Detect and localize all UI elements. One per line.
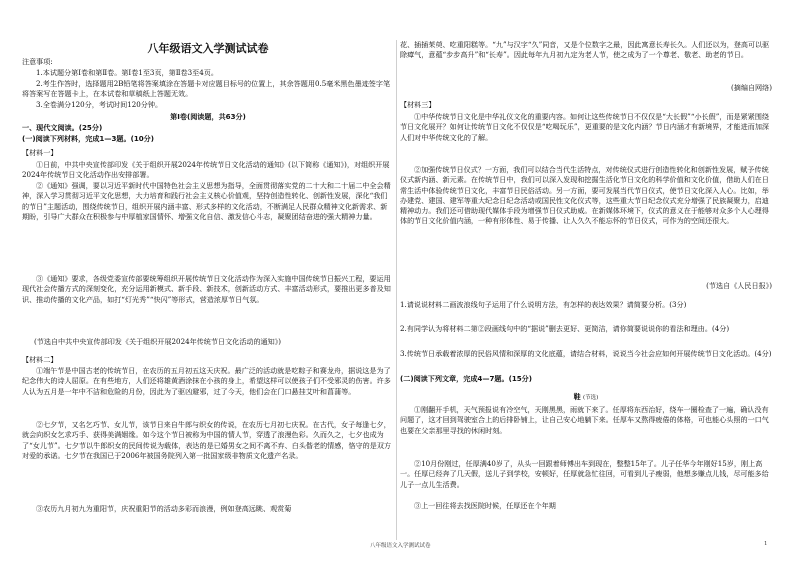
- material-two-para-2: ②七夕节，又名乞巧节、女儿节，该节日来自牛郎与织女的传说，在农历七月初七庆祝。在古代，女子每逢七夕，就会向织女乞求巧手、获得美满姻缘。如今这个节日被称为中国的情人节，穿透了浪漫色彩。久而久之，七夕也成为了“女儿节”。七夕节以牛郎织女的民间传说为载体，表达的是已婚男女之间不离不弃、白头偕老的情感，恪守的是双方对爱的承诺。七夕节在我国已于2006年被国务院列入第一批国家级非物质文化遗产名录。: [22, 420, 392, 460]
- question-1: 1.请说说材料二画波浪线句子运用了什么说明方法，有怎样的表达效果？请简要分析。(3分): [400, 300, 687, 309]
- material-two-para-3: ③农历九月初九为重阳节，庆祝重阳节的活动多彩而浪漫，例如登高远眺、观赏菊: [36, 504, 292, 513]
- question-3: 3.传统节日承载着浓厚的民俗风情和深厚的文化底蕴，请结合材料，说说当今社会应如何开展传统节日文化活动。(4分): [400, 349, 772, 358]
- material-one-source: (节选自中共中央宣传部印发《关于组织开展2024年传统节日文化活动的通知》): [34, 337, 282, 346]
- notice-item-3: 3.全卷满分120分，考试时间120分钟。: [36, 100, 163, 109]
- notice-item-2: 2.考生作答时，选择题用2B铅笔将答案填涂在答题卡对应题目标号的位置上，其余答题用0.5毫米黑色墨迹签字笔将答案写在答题卡上，在本试卷和草稿纸上答题无效。: [22, 79, 391, 99]
- material-two-label: 【材料二】: [22, 355, 58, 364]
- notice-heading: 注意事项:: [22, 57, 53, 66]
- story-title: 鞋: [573, 392, 581, 401]
- section-one-heading: 一、现代文阅读。(25分): [22, 123, 103, 132]
- material-one-para-1: ①日前，中共中央宣传部印发《关于组织开展2024年传统节日文化活动的通知》(以下简称《通知》)，对组织开展2024年传统节日文化活动作出安排部署。: [22, 160, 390, 180]
- story-author: (节选): [583, 395, 599, 401]
- material-three-source: (节选自《人民日报》): [706, 281, 772, 290]
- material-three-label: 【材料三】: [400, 100, 436, 109]
- material-one-para-2: ②《通知》强调，要以习近平新时代中国特色社会主义思想为指导，全面贯彻落实党的二十大和二十届二中全会精神，深入学习贯彻习近平文化思想，大力培育和践行社会主义核心价值观，坚持创造性转化、创新性发展，深化“我们的节日”主题活动，围绕传统节日，组织开展内涵丰富、形式多样的文化活动，不断满足人民群众精神文化新需求、新期盼，引导广大群众在积极参与中厚植家国情怀、增强文化自信、激发信心斗志，凝聚团结奋进的强大精神力量。: [22, 181, 391, 221]
- material-two-para-1: ①端午节是中国古老的传统节日，在农历的五月初五这天庆祝。最广泛的活动就是吃粽子和赛龙舟，据说这是为了纪念伟大的诗人屈原。在有些地方，人们还将雄黄酒涂抹在小孩的身上，希望这样可以使孩子们不受邪灵的伤害。许多人认为五月是一年中不洁和危险的月份，因此为了驱凶避邪，过了今天，他们会在门口悬挂艾叶和菖蒲等。: [22, 366, 391, 396]
- question-2: 2.有同学认为将材料二第②段画线句中的“据说”删去更好、更简洁，请你简要说说你的看法和理由。(4分): [400, 324, 730, 333]
- part-one-heading: 第Ⅰ卷(阅读题，共63分): [170, 112, 246, 121]
- footer-title: 八年级语文入学测试试卷: [370, 543, 431, 549]
- story-para-1: ①刚翻开手机，天气预报说有冷空气，天刚黑黑，雨就下来了。任厚将东西治好，绕车一圈检查了一遍，确认没有问题了，这才回到驾驶室合上的后排卧铺上，让自己安心地躺下来。任厚车又熬得疲倦的体格，可也能心头照的一口气也要在父亲那里寻找的休闲时刻。: [400, 405, 769, 435]
- material-three-para-2: ②加强传统节日仪式？一方面，我们可以结合当代生活特点，对传统仪式进行创造性转化和创新性发展，赋予传统仪式新内涵、新元素。在传统节日中，我们可以深入发现和挖掘生活化节日文化的科学价值和文化价值，借助人们在日常生活中体验传统节日文化，丰富节日民俗活动。另一方面，要可发展当代节日仪式，使节日文化深入人心。比如，举办建党、建国、建军等重大纪念日纪念活动或国民性文化仪式等，这些重大节日纪念仪式充分增强了民族凝聚力，启迪精神动力。我们还可借助现代媒体手段为增强节日仪式助威。在新媒体环境下，仪式的意义在于能够对众多个人心理得体的节日文化价值内涵，一种有形体性、易于传播、让人久久不能忘怀的节日仪式，可作为的空间还很大。: [400, 165, 769, 226]
- story-title-line: [400, 392, 772, 403]
- subsection-one-heading: (一)阅读下列材料，完成1—3题。(10分): [22, 134, 155, 143]
- page-title: 八年级语文入学测试试卷: [147, 42, 269, 55]
- material-two-para-3-continued: 花、插插茱萸、吃重阳糕等。“九”与汉字“久”同音，又是个位数字之最，因此寓意长寿长久。人们还以为，登高可以驱除瘴气，意蕴“步步高升”和“长寿”。因此每年九月初九定为老人节，使之成为了一个尊老、敬老、助老的节日。: [400, 40, 770, 60]
- material-one-label: 【材料一】: [22, 148, 58, 157]
- notice-item-1: 1.本试题分第Ⅰ卷和第Ⅱ卷。第Ⅰ卷1至3页，第Ⅱ卷3至4页。: [36, 68, 218, 77]
- material-one-para-3: ③《通知》要求，各级党委宣传部要统筹组织开展传统节日文化活动作为深入实施中国传统节日振兴工程，要运用现代社会传播方式的深刻变化，充分运用新模式、新手段、新技术，创新活动方式、丰富活动形式，要推出更多普及知识、推动传播的文化产品，如打“灯光秀”“快闪”等形式，营造浓厚节日气氛。: [22, 274, 391, 304]
- section-two-heading: (二)阅读下列文章，完成4—7题。(15分): [400, 374, 533, 383]
- material-two-source: (摘编自网络): [730, 83, 772, 92]
- page-number: 1: [764, 541, 768, 547]
- story-para-2: ②10月份刚过，任厚满40岁了，从头一回跟着师傅出车到现在，整整15年了。儿子任华今年刚好15岁，刚上高一。任厚已经奔了几天假，送儿子到学校，安顿好，任厚就急忙往回，可看到儿子瘦弱，他想多赚点儿钱，尽可能多给儿子一点儿生活费。: [400, 459, 769, 489]
- story-para-3: ③上一回往将去找医院时候，任厚还在个年期: [414, 501, 556, 510]
- material-three-para-1: ①中华传统节日文化是中华礼仪文化的重要内容。如何让这些传统节日不仅仅是“大长假”“小长假”，而是紧紧围绕节日文化展开？如何让传统节日文化不仅仅是“吃喝玩乐”，更重要的是文化内涵？节日内涵才有新境界，才能进而加深人们对中华传统文化的了解。: [400, 112, 770, 142]
- column-divider: [396, 40, 397, 540]
